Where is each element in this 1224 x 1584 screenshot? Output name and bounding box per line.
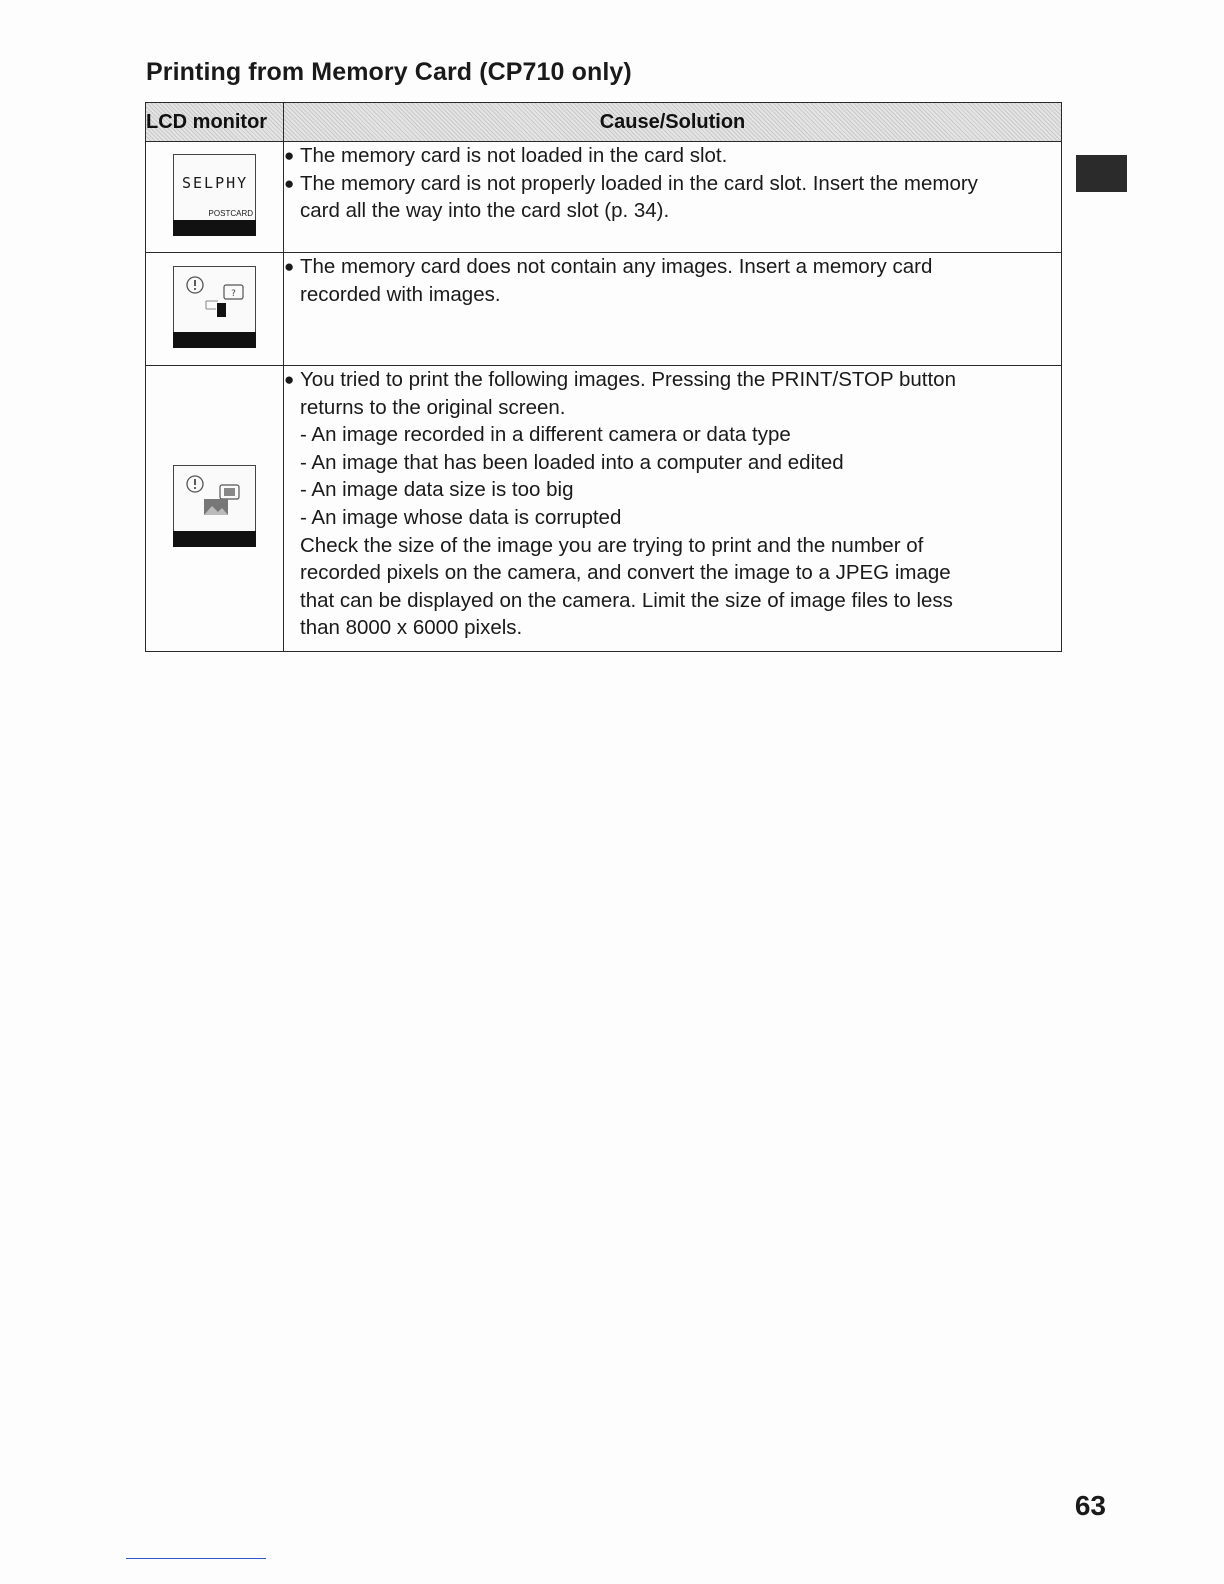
list-item: ● The memory card is not properly loaded in the card slot. Insert the memory [284, 170, 1061, 198]
sub-item: - An image that has been loaded into a computer and edited [300, 450, 844, 474]
note-line: Check the size of the image you are trying to print and the number of [300, 533, 924, 557]
page-title: Printing from Memory Card (CP710 only) [146, 58, 632, 86]
bullet-icon: ● [284, 173, 295, 193]
table-row [146, 253, 1062, 366]
table-header-row [146, 103, 1062, 142]
solution-cell [284, 366, 1062, 652]
list-item: ● The memory card is not loaded in the card slot. [284, 142, 1061, 170]
note-line: recorded pixels on the camera, and convert the image to a JPEG image [300, 561, 951, 585]
image-error-warning-icon [173, 465, 256, 547]
lcd-cell [146, 253, 284, 366]
lcd-cell [146, 142, 284, 253]
troubleshooting-table [145, 102, 1062, 652]
selphy-postcard-screen-icon [173, 154, 256, 236]
list-item-continuation: recorded with images. [300, 282, 501, 306]
bullet-icon: ● [284, 146, 295, 165]
note-line: than 8000 x 6000 pixels. [300, 616, 523, 640]
footer-rule [126, 1558, 266, 1559]
list-item-continuation: card all the way into the card slot (p. 34). [300, 199, 670, 223]
bullet-icon: ● [284, 257, 295, 276]
table-row [146, 366, 1062, 652]
solution-cell [284, 142, 1062, 253]
bullet-icon: ● [284, 370, 295, 389]
lcd-cell [146, 366, 284, 652]
table-row [146, 142, 1062, 253]
selphy-brand: SELPHY [182, 173, 249, 192]
list-item: ● You tried to print the following images. Pressing the PRINT/STOP button [284, 366, 1061, 394]
header-cause-solution: Cause/Solution [284, 103, 1062, 142]
sub-item: - An image whose data is corrupted [300, 505, 622, 529]
list-item: ● The memory card does not contain any images. Insert a memory card [284, 253, 1061, 281]
postcard-label: POSTCARD [208, 208, 253, 218]
section-tab-marker [1076, 155, 1127, 192]
sub-item: - An image recorded in a different camera or data type [300, 423, 791, 447]
page-number: 63 [1074, 1490, 1106, 1521]
sub-item: - An image data size is too big [300, 478, 574, 502]
note-line: that can be displayed on the camera. Limit the size of image files to less [300, 588, 953, 612]
header-lcd-monitor: LCD monitor [146, 103, 284, 142]
svg-text:?: ? [231, 288, 236, 299]
list-item-continuation: returns to the original screen. [300, 395, 566, 419]
no-images-warning-icon [173, 266, 256, 348]
solution-cell [284, 253, 1062, 366]
